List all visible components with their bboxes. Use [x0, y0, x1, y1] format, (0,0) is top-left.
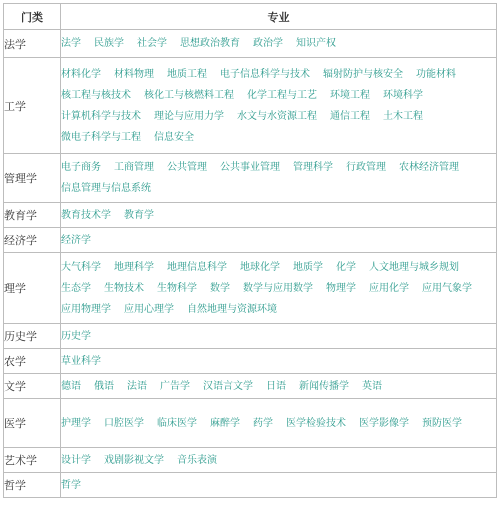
major-link[interactable]: 电子信息科学与技术	[220, 68, 310, 80]
major-link[interactable]: 社会学	[137, 38, 167, 49]
major-link[interactable]: 预防医学	[422, 417, 462, 429]
category-cell: 农学	[4, 349, 61, 374]
majors-table	[3, 3, 497, 498]
major-link[interactable]: 麻醉学	[210, 417, 240, 429]
major-link[interactable]: 地质工程	[167, 68, 207, 80]
table-row	[4, 324, 497, 349]
category-cell: 历史学	[4, 324, 61, 349]
majors-cell	[61, 30, 497, 58]
table-row	[4, 448, 497, 473]
major-link[interactable]: 工商管理	[114, 162, 154, 173]
category-cell: 艺术学	[4, 448, 61, 473]
major-link[interactable]: 草业科学	[61, 355, 101, 367]
major-link[interactable]: 知识产权	[296, 38, 336, 49]
category-cell: 法学	[4, 30, 61, 58]
majors-cell	[61, 253, 497, 324]
major-link[interactable]: 电子商务	[61, 162, 101, 173]
major-link[interactable]: 行政管理	[346, 162, 386, 173]
major-link[interactable]: 设计学	[61, 454, 91, 466]
major-link[interactable]: 经济学	[61, 234, 91, 246]
major-link[interactable]: 音乐表演	[177, 454, 217, 466]
majors-cell	[61, 374, 497, 399]
category-cell: 文学	[4, 374, 61, 399]
major-link[interactable]: 生物科学	[157, 282, 197, 294]
category-cell: 理学	[4, 253, 61, 324]
category-cell: 经济学	[4, 228, 61, 253]
major-link[interactable]: 信息管理与信息系统	[61, 183, 151, 194]
major-link[interactable]: 教育技术学	[61, 209, 111, 221]
majors-cell	[61, 473, 497, 498]
major-link[interactable]: 应用化学	[369, 282, 409, 294]
table-row	[4, 203, 497, 228]
majors-cell	[61, 399, 497, 448]
table-row	[4, 58, 497, 154]
major-link[interactable]: 地理科学	[114, 261, 154, 273]
header-major: 专业	[61, 4, 497, 30]
major-link[interactable]: 数学	[210, 282, 230, 294]
major-link[interactable]: 理论与应用力学	[154, 110, 224, 122]
table-row	[4, 399, 497, 448]
major-link[interactable]: 信息安全	[154, 131, 194, 143]
major-link[interactable]: 医学检验技术	[286, 417, 346, 429]
major-link[interactable]: 功能材料	[416, 68, 456, 80]
major-link[interactable]: 自然地理与资源环境	[187, 303, 277, 315]
table-row	[4, 154, 497, 203]
major-link[interactable]: 材料化学	[61, 68, 101, 80]
major-link[interactable]: 日语	[266, 380, 286, 392]
header-category: 门类	[4, 4, 61, 30]
category-cell: 哲学	[4, 473, 61, 498]
major-link[interactable]: 临床医学	[157, 417, 197, 429]
category-cell: 工学	[4, 58, 61, 154]
major-link[interactable]: 环境科学	[383, 89, 423, 101]
table-row	[4, 228, 497, 253]
major-link[interactable]: 历史学	[61, 330, 91, 342]
majors-cell	[61, 448, 497, 473]
major-link[interactable]: 民族学	[94, 38, 124, 49]
major-link[interactable]: 土木工程	[383, 110, 423, 122]
major-link[interactable]: 广告学	[160, 380, 190, 392]
major-link[interactable]: 环境工程	[330, 89, 370, 101]
major-link[interactable]: 化学	[336, 261, 356, 273]
major-link[interactable]: 辐射防护与核安全	[323, 68, 403, 80]
major-link[interactable]: 公共事业管理	[220, 162, 280, 173]
major-link[interactable]: 核化工与核燃料工程	[144, 89, 234, 101]
majors-cell	[61, 324, 497, 349]
major-link[interactable]: 生物技术	[104, 282, 144, 294]
table-body	[4, 30, 497, 498]
major-link[interactable]: 微电子科学与工程	[61, 131, 141, 143]
major-link[interactable]: 法学	[61, 38, 81, 49]
major-link[interactable]: 通信工程	[330, 110, 370, 122]
major-link[interactable]: 地球化学	[240, 261, 280, 273]
major-link[interactable]: 应用心理学	[124, 303, 174, 315]
major-link[interactable]: 数学与应用数学	[243, 282, 313, 294]
major-link[interactable]: 地理信息科学	[167, 261, 227, 273]
majors-cell	[61, 349, 497, 374]
major-link[interactable]: 大气科学	[61, 261, 101, 273]
major-link[interactable]: 应用气象学	[422, 282, 472, 294]
major-link[interactable]: 地质学	[293, 261, 323, 273]
major-link[interactable]: 药学	[253, 417, 273, 429]
major-link[interactable]: 哲学	[61, 479, 81, 491]
major-link[interactable]: 生态学	[61, 282, 91, 294]
major-link[interactable]: 计算机科学与技术	[61, 110, 141, 122]
majors-cell	[61, 58, 497, 154]
table-row	[4, 473, 497, 498]
table-row	[4, 30, 497, 58]
major-link[interactable]: 英语	[362, 380, 382, 392]
category-cell: 教育学	[4, 203, 61, 228]
majors-cell	[61, 154, 497, 203]
major-link[interactable]: 护理学	[61, 417, 91, 429]
major-link[interactable]: 公共管理	[167, 162, 207, 173]
major-link[interactable]: 人文地理与城乡规划	[369, 261, 459, 273]
majors-cell	[61, 203, 497, 228]
major-link[interactable]: 政治学	[253, 38, 283, 49]
major-link[interactable]: 教育学	[124, 209, 154, 221]
major-link[interactable]: 新闻传播学	[299, 380, 349, 392]
major-link[interactable]: 管理科学	[293, 162, 333, 173]
major-link[interactable]: 德语	[61, 380, 81, 392]
major-link[interactable]: 应用物理学	[61, 303, 111, 315]
category-cell: 管理学	[4, 154, 61, 203]
header-row	[4, 4, 497, 30]
major-link[interactable]: 化学工程与工艺	[247, 89, 317, 101]
table-row	[4, 253, 497, 324]
major-link[interactable]: 俄语	[94, 380, 114, 392]
table-row	[4, 374, 497, 399]
category-cell: 医学	[4, 399, 61, 448]
major-link[interactable]: 物理学	[326, 282, 356, 294]
majors-cell	[61, 228, 497, 253]
major-link[interactable]: 医学影像学	[359, 417, 409, 429]
major-link[interactable]: 法语	[127, 380, 147, 392]
major-link[interactable]: 口腔医学	[104, 417, 144, 429]
major-link[interactable]: 水文与水资源工程	[237, 110, 317, 122]
major-link[interactable]: 思想政治教育	[180, 38, 240, 49]
major-link[interactable]: 核工程与核技术	[61, 89, 131, 101]
major-link[interactable]: 戏剧影视文学	[104, 454, 164, 466]
major-link[interactable]: 农林经济管理	[399, 162, 459, 173]
table-row	[4, 349, 497, 374]
major-link[interactable]: 汉语言文学	[203, 380, 253, 392]
major-link[interactable]: 材料物理	[114, 68, 154, 80]
